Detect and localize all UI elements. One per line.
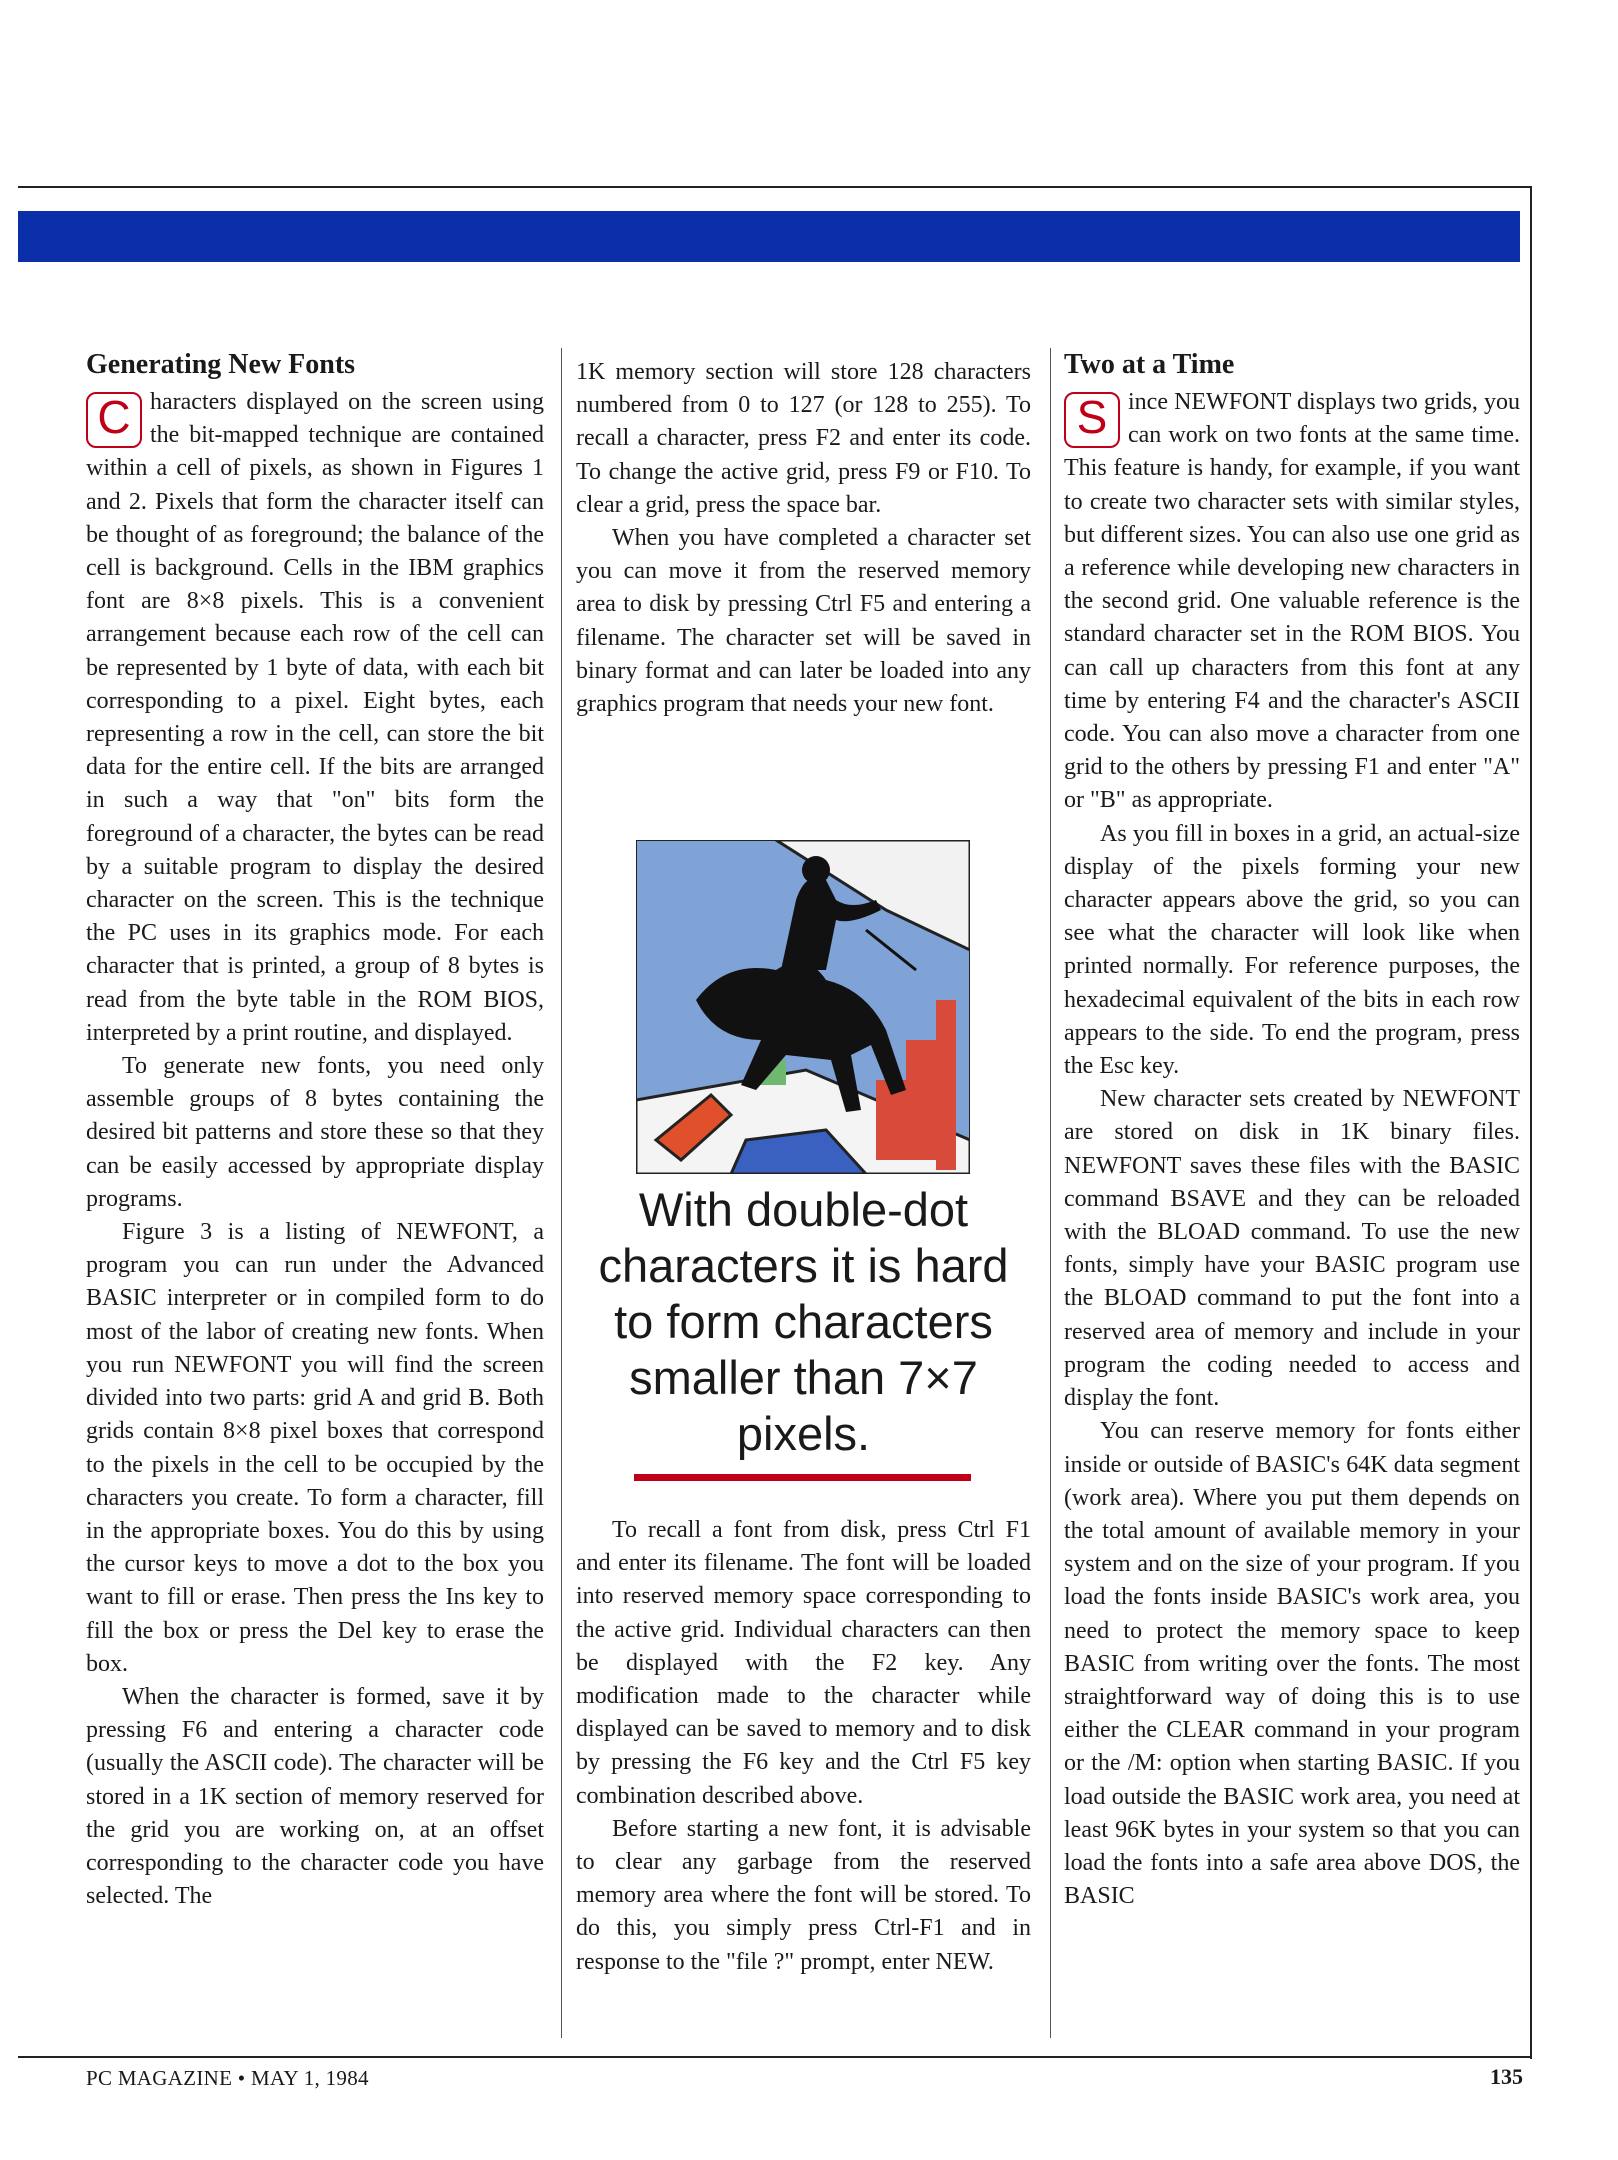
paragraph <box>86 386 544 1050</box>
paragraph: To generate new fonts, you need only assemble groups of 8 bytes containing the desired bit patterns and store these so that they can be easily accessed by appropriate display programs. <box>86 1053 544 1212</box>
paragraph: When the character is formed, save it by pressing F6 and entering a character code (usually the ASCII code). The character will be stored in a 1K section of memory reserved for the grid you are working on, at an offset corresponding to the character code you have selected. The <box>86 1683 544 1910</box>
paragraph: You can reserve memory for fonts either inside or outside of BASIC's 64K data segment (work area). Where you put them depends on the total amount of available memory in your system and on the size of your program. If you load the fonts inside BASIC's work area, you need to protect the memory space to keep BASIC from writing over the fonts. The most straightforward way of doing this is to use either the CLEAR command in your program or the /M: option when starting BASIC. If you load outside the BASIC work area, you need at least 96K bytes in your system so that you can load the fonts into a safe area above DOS, the BASIC <box>1064 1418 1520 1910</box>
footer-rule <box>18 2056 1532 2058</box>
column-rule <box>561 348 562 2038</box>
drop-cap: C <box>86 392 142 448</box>
column-1 <box>86 348 544 1913</box>
drop-cap: S <box>1064 392 1120 448</box>
paragraph: 1K memory section will store 128 characters numbered from 0 to 127 (or 128 to 255). To recall a character, press F2 and enter its code. To change the active grid, press F9 or F10. To clear a grid, press the space bar. <box>576 359 1031 518</box>
paragraph: When you have completed a character set you can move it from the reserved memory area to disk by pressing Ctrl F5 and entering a filename. The character set will be saved in binary format and can later be loaded into any graphics program that needs your new font. <box>576 525 1031 718</box>
column-3 <box>1064 348 1520 1913</box>
paragraph-text: haracters displayed on the screen using the bit-mapped technique are contained within a cell of pixels, as shown in Figures 1 and 2. Pixels that form the character itself can be thought of as foreground; the balance of the cell is background. Cells in the IBM graphics font are 8×8 pixels. This is a convenient arrangement because each row of the cell can be represented by 1 byte of data, with each bit corresponding to a pixel. Eight bytes, each representing a row in the cell, can store the bit data for the entire cell. If the bits are arranged in such a way that "on" bits form the foreground of a character, the bytes can be read by a suitable program to display the desired character on the screen. This is the technique the PC uses in its graphics mode. For each character that is printed, a group of 8 bytes is read from the byte table in the ROM BIOS, interpreted by a print routine, and displayed. <box>86 389 544 1046</box>
section-heading: Two at a Time <box>1064 349 1235 380</box>
column-rule <box>1050 348 1051 2038</box>
column-2-lower <box>576 1514 1031 1979</box>
paragraph-text: ince NEWFONT displays two grids, you can work on two fonts at the same time. This feature is handy, for example, if you want to create two character sets with similar styles, but different sizes. You can also use one grid as a reference while developing new characters in the second grid. One valuable reference is the standard character set in the ROM BIOS. You can call up characters from this font at any time by entering F4 and the character's ASCII code. You can also move a character from one grid to the others by pressing F1 and enter "A" or "B" as appropriate. <box>1064 389 1520 814</box>
pull-quote-rule <box>634 1474 971 1481</box>
magazine-credit: PC MAGAZINE • MAY 1, 1984 <box>86 2066 369 2090</box>
header-banner <box>18 211 1520 262</box>
paragraph: Before starting a new font, it is advisable to clear any garbage from the reserved memory area where the font will be stored. To do this, you simply press Ctrl-F1 and in response to the "file ?" prompt, enter NEW. <box>576 1815 1031 1975</box>
section-heading: Generating New Fonts <box>86 349 356 380</box>
page-number: 135 <box>1490 2064 1523 2089</box>
paragraph <box>1064 386 1520 818</box>
paragraph: Figure 3 is a listing of NEWFONT, a program you can run under the Advanced BASIC interpreter or in compiled form to do most of the labor of creating new fonts. When you run NEWFONT you will find the screen divided into two parts: grid A and grid B. Both grids contain 8×8 pixel boxes that correspond to the pixels in the cell to be occupied by the characters you create. To form a character, fill in the appropriate boxes. You do this by using the cursor keys to move a dot to the box you want to fill or erase. Then press the Ins key to fill the box or press the Del key to erase the box. <box>86 1219 544 1677</box>
paragraph: New character sets created by NEWFONT are stored on disk in 1K binary files. NEWFONT saves these files with the BASIC command BSAVE and they can be reloaded with the BLOAD command. To use the new fonts, simply have your BASIC program use the BLOAD command to put the font into a reserved area of memory and include in your program the coding needed to access and display the font. <box>1064 1086 1520 1412</box>
right-frame-rule <box>1530 186 1532 2059</box>
column-2 <box>576 356 1031 721</box>
paragraph: As you fill in boxes in a grid, an actual-size display of the pixels forming your new character appears above the grid, so you can see what the character will look like when printed normally. For reference purposes, the hexadecimal equivalent of the bits in each row appears to the side. To end the program, press the Esc key. <box>1064 820 1520 1080</box>
paragraph: To recall a font from disk, press Ctrl F1 and enter its filename. The font will be loaded into reserved memory space corresponding to the active grid. Individual characters can then be displayed with the F2 key. Any modification made to the character while displayed can be saved to memory and to disk by pressing the F6 key and the Ctrl F5 key combination described above. <box>576 1517 1031 1809</box>
top-frame-rule <box>18 186 1532 188</box>
pull-quote: With double-dot characters it is hard to form characters smaller than 7×7 pixels. <box>598 1183 1009 1460</box>
illustration-camel-rider <box>636 840 970 1174</box>
